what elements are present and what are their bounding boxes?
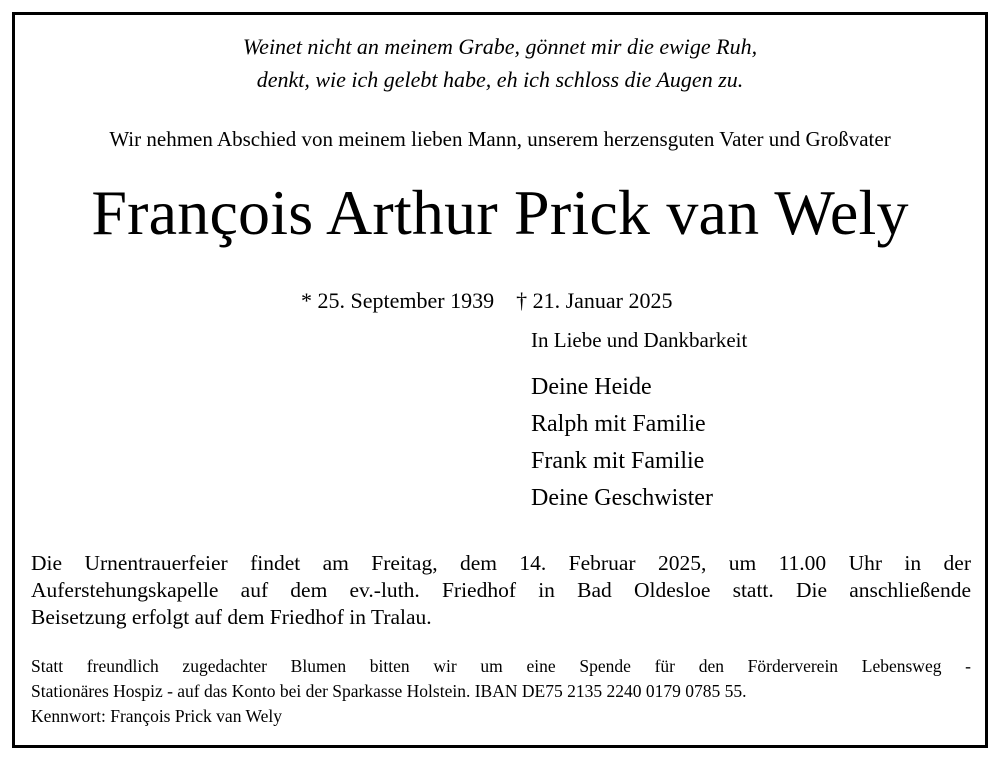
deceased-name: François Arthur Prick van Wely [91,177,909,248]
mourner-item: Frank mit Familie [531,448,705,474]
mourner-item: Ralph mit Familie [531,411,706,437]
mourner-item: Deine Geschwister [531,485,713,511]
mourner-item: Deine Heide [531,374,652,400]
ceremony-line-3: Beisetzung erfolgt auf dem Friedhof in Tralau. [31,605,432,629]
poem-line-1: Weinet nicht an meinem Grabe, gönnet mir die ewige Ruh, [242,34,758,59]
birth-date: * 25. September 1939 [301,288,495,313]
greeting: In Liebe und Dankbarkeit [531,328,748,352]
intro-text: Wir nehmen Abschied von meinem lieben Mann, unserem herzensguten Vater und Großvater [109,127,891,151]
poem-line-2: denkt, wie ich gelebt habe, eh ich schloss die Augen zu. [256,67,744,92]
donation-line-1: Statt freundlich zugedachter Blumen bitten wir um eine Spende für den Förderverein Lebensweg - [31,656,971,676]
ceremony-line-2: Auferstehungskapelle auf dem ev.-luth. Friedhof in Bad Oldesloe statt. Die anschließende [31,578,971,602]
notice-border [12,12,988,748]
ceremony-line-1: Die Urnentrauerfeier findet am Freitag, dem 14. Februar 2025, um 11.00 Uhr in der [31,551,971,575]
life-dates [290,262,673,314]
ceremony-paragraph [31,550,971,631]
death-date: † 21. Januar 2025 [516,288,673,313]
donation-paragraph [31,654,971,729]
donation-line-3: Kennwort: François Prick van Wely [31,706,282,726]
donation-line-2: Stationäres Hospiz - auf das Konto bei der Sparkasse Holstein. IBAN DE75 2135 2240 0179 0785 55. [31,681,747,701]
